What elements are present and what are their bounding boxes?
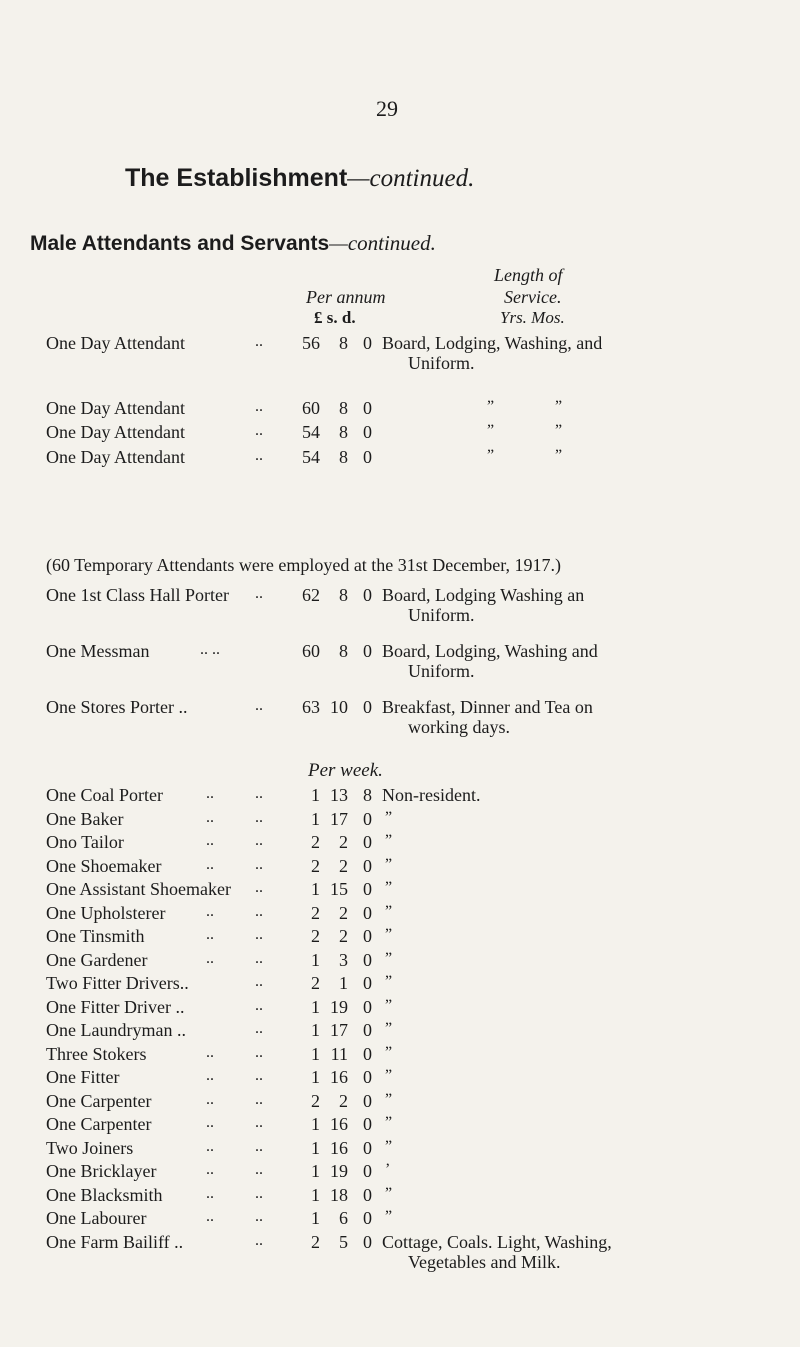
row-remark: Cottage, Coals. Light, Washing, bbox=[382, 1231, 612, 1252]
leader-dots: .. bbox=[255, 1161, 263, 1178]
row-amount-l: 1 bbox=[311, 1114, 320, 1134]
ditto-mark: ” bbox=[385, 879, 393, 896]
ditto-mark: ” bbox=[385, 902, 393, 920]
heading-continued: —continued. bbox=[347, 165, 475, 192]
row-amount bbox=[290, 856, 372, 877]
row-remark-cont: Uniform. bbox=[408, 605, 475, 625]
row-amount bbox=[290, 1114, 372, 1135]
ditto-mark: ” bbox=[555, 422, 563, 439]
row-amount-l: 2 bbox=[311, 973, 320, 993]
row-amount-l: 2 bbox=[311, 1090, 320, 1111]
row-amount-s: 16 bbox=[330, 1114, 348, 1134]
row-amount-l: 1 bbox=[311, 808, 320, 829]
row-amount-l: 1 bbox=[311, 1067, 320, 1087]
header-yrs-mos: Yrs. Mos. bbox=[500, 308, 565, 327]
row-amount-l: 63 bbox=[302, 697, 320, 717]
row-amount-d: 0 bbox=[363, 1161, 372, 1181]
ditto-mark: ” bbox=[385, 808, 393, 826]
row-amount-s: 3 bbox=[339, 949, 348, 970]
row-amount-l: 1 bbox=[311, 785, 320, 805]
row-amount bbox=[290, 1161, 372, 1182]
ditto-mark: ” bbox=[555, 447, 563, 464]
page-number: 29 bbox=[376, 96, 398, 121]
row-amount-l: 1 bbox=[311, 1184, 320, 1205]
leader-dots: .. bbox=[255, 1114, 263, 1131]
row-name: Three Stokers bbox=[46, 1043, 147, 1064]
row-name: One Upholsterer bbox=[46, 902, 166, 923]
row-name: One Messman bbox=[46, 641, 150, 661]
leader-dots: .. bbox=[206, 1208, 214, 1225]
leader-dots: .. bbox=[255, 447, 263, 464]
ditto-mark: ” bbox=[385, 1090, 393, 1108]
leader-dots: .. bbox=[255, 398, 263, 415]
leader-dots: .. .. bbox=[200, 641, 220, 658]
row-amount bbox=[290, 809, 372, 830]
row-amount-d: 0 bbox=[363, 641, 372, 661]
row-remark-cont: Uniform. bbox=[408, 661, 475, 681]
leader-dots: .. bbox=[206, 1161, 214, 1178]
row-amount-s: 5 bbox=[339, 1231, 348, 1252]
row-remark: Breakfast, Dinner and Tea on bbox=[382, 697, 593, 717]
row-amount-l: 54 bbox=[302, 447, 320, 467]
leader-dots: .. bbox=[255, 422, 263, 439]
row-amount-l: 60 bbox=[302, 641, 320, 661]
leader-dots: .. bbox=[255, 1020, 263, 1037]
row-amount-s: 18 bbox=[330, 1184, 348, 1205]
leader-dots: .. bbox=[255, 879, 263, 896]
leader-dots: .. bbox=[206, 1067, 214, 1084]
row-amount-d: 0 bbox=[363, 1020, 372, 1040]
row-amount bbox=[290, 333, 372, 354]
row-amount-s: 6 bbox=[339, 1208, 348, 1228]
leader-dots: .. bbox=[255, 973, 263, 990]
leader-dots: .. bbox=[255, 832, 263, 849]
ditto-mark: ” bbox=[555, 398, 563, 415]
row-amount bbox=[290, 1020, 372, 1041]
row-amount bbox=[290, 1185, 372, 1206]
leader-dots: .. bbox=[206, 902, 214, 920]
row-amount bbox=[290, 973, 372, 994]
leader-dots: .. bbox=[255, 949, 263, 967]
row-amount-s: 1 bbox=[339, 973, 348, 993]
leader-dots: .. bbox=[255, 1208, 263, 1225]
row-name: Two Joiners bbox=[46, 1137, 134, 1158]
ditto-mark: ’ bbox=[385, 1161, 391, 1178]
ditto-mark: ” bbox=[385, 1067, 393, 1084]
row-name: One Carpenter bbox=[46, 1114, 152, 1134]
row-amount-d: 0 bbox=[363, 996, 372, 1017]
ditto-mark: ” bbox=[385, 1114, 393, 1131]
row-amount-d: 0 bbox=[363, 422, 372, 442]
leader-dots: .. bbox=[206, 855, 214, 873]
row-remark-cont: Uniform. bbox=[408, 353, 475, 373]
section-heading bbox=[30, 231, 436, 256]
leader-dots: .. bbox=[255, 697, 263, 714]
leader-dots: .. bbox=[255, 855, 263, 873]
row-amount-d: 0 bbox=[363, 1137, 372, 1158]
ditto-mark: ” bbox=[487, 447, 495, 464]
row-amount-d: 0 bbox=[363, 398, 372, 418]
row-amount-s: 8 bbox=[339, 585, 348, 605]
row-amount-d: 0 bbox=[363, 585, 372, 605]
row-amount-l: 54 bbox=[302, 422, 320, 442]
row-amount bbox=[290, 879, 372, 900]
row-amount-l: 2 bbox=[311, 855, 320, 876]
row-amount-l: 60 bbox=[302, 398, 320, 418]
row-name: One Blacksmith bbox=[46, 1184, 163, 1205]
header-per-annum: Per annum bbox=[306, 287, 386, 307]
leader-dots: .. bbox=[255, 1090, 263, 1108]
row-amount bbox=[290, 1138, 372, 1159]
row-amount-s: 19 bbox=[330, 1161, 348, 1181]
row-name: One Day Attendant bbox=[46, 333, 185, 353]
ditto-mark: ” bbox=[487, 398, 495, 415]
row-amount-d: 0 bbox=[363, 949, 372, 970]
row-amount-d: 0 bbox=[363, 1090, 372, 1111]
leader-dots: .. bbox=[255, 785, 263, 802]
row-amount-s: 17 bbox=[330, 1020, 348, 1040]
row-name: One Fitter bbox=[46, 1067, 120, 1087]
row-amount-l: 1 bbox=[311, 1020, 320, 1040]
row-amount-l: 1 bbox=[311, 1161, 320, 1181]
ditto-mark: ” bbox=[385, 926, 393, 943]
row-amount-d: 8 bbox=[363, 785, 372, 805]
row-remark: Board, Lodging, Washing, and bbox=[382, 333, 603, 353]
row-amount-s: 2 bbox=[339, 1090, 348, 1111]
ditto-mark: ” bbox=[385, 1208, 393, 1225]
row-name: One Gardener bbox=[46, 949, 148, 970]
row-amount-s: 19 bbox=[330, 996, 348, 1017]
row-amount-s: 16 bbox=[330, 1137, 348, 1158]
ditto-mark: ” bbox=[385, 996, 393, 1014]
heading-main: The Establishment bbox=[125, 164, 348, 192]
row-amount-l: 1 bbox=[311, 1208, 320, 1228]
row-amount-d: 0 bbox=[363, 902, 372, 923]
row-name: One Stores Porter .. bbox=[46, 697, 188, 717]
row-name: One Farm Bailiff .. bbox=[46, 1231, 184, 1252]
row-amount-d: 0 bbox=[363, 1114, 372, 1134]
ditto-mark: ” bbox=[487, 422, 495, 439]
row-amount-d: 0 bbox=[363, 926, 372, 946]
row-amount-d: 0 bbox=[363, 447, 372, 467]
row-amount bbox=[290, 1044, 372, 1065]
leader-dots: .. bbox=[255, 585, 263, 602]
row-amount-d: 0 bbox=[363, 1043, 372, 1064]
row-name: One Day Attendant bbox=[46, 447, 185, 467]
row-name: One Tinsmith bbox=[46, 926, 145, 946]
row-amount bbox=[290, 997, 372, 1018]
leader-dots: .. bbox=[206, 949, 214, 967]
row-amount-l: 2 bbox=[311, 902, 320, 923]
row-name: Two Fitter Drivers.. bbox=[46, 973, 189, 993]
row-name: One Baker bbox=[46, 808, 124, 829]
row-remark: Board, Lodging, Washing and bbox=[382, 641, 598, 661]
leader-dots: .. bbox=[206, 785, 214, 802]
row-remark-cont: working days. bbox=[408, 717, 510, 737]
row-amount-s: 17 bbox=[330, 808, 348, 829]
leader-dots: .. bbox=[206, 808, 214, 826]
ditto-mark: ” bbox=[385, 1043, 393, 1061]
row-amount bbox=[290, 1091, 372, 1112]
leader-dots: .. bbox=[255, 902, 263, 920]
leader-dots: .. bbox=[255, 1231, 263, 1249]
row-amount-s: 10 bbox=[330, 697, 348, 717]
leader-dots: .. bbox=[206, 1043, 214, 1061]
row-remark: Board, Lodging Washing an bbox=[382, 585, 585, 605]
leader-dots: .. bbox=[255, 996, 263, 1014]
header-lsd: £ s. d. bbox=[314, 308, 356, 327]
ditto-mark: ” bbox=[385, 1184, 393, 1202]
leader-dots: .. bbox=[206, 1137, 214, 1155]
leader-dots: .. bbox=[255, 1184, 263, 1202]
row-amount bbox=[290, 926, 372, 947]
row-amount bbox=[290, 641, 372, 662]
row-name: One Fitter Driver .. bbox=[46, 996, 185, 1017]
row-amount-l: 1 bbox=[311, 1137, 320, 1158]
leader-dots: .. bbox=[206, 1114, 214, 1131]
row-amount-l: 1 bbox=[311, 949, 320, 970]
row-remark: Non-resident. bbox=[382, 785, 481, 805]
row-amount-l: 2 bbox=[311, 926, 320, 946]
row-amount-l: 1 bbox=[311, 1043, 320, 1064]
row-name: One Bricklayer bbox=[46, 1161, 157, 1181]
row-amount-d: 0 bbox=[363, 697, 372, 717]
row-name: One Coal Porter bbox=[46, 785, 163, 805]
row-amount-l: 2 bbox=[311, 832, 320, 852]
leader-dots: .. bbox=[206, 926, 214, 943]
section-heading-continued: —continued. bbox=[329, 231, 436, 255]
row-amount bbox=[290, 832, 372, 853]
leader-dots: .. bbox=[255, 1137, 263, 1155]
ditto-mark: ” bbox=[385, 949, 393, 967]
ditto-mark: ” bbox=[385, 832, 393, 849]
row-amount bbox=[290, 785, 372, 806]
leader-dots: .. bbox=[206, 832, 214, 849]
header-length-of: Length of bbox=[494, 265, 563, 285]
row-amount-d: 0 bbox=[363, 1067, 372, 1087]
section-heading-main: Male Attendants and Servants bbox=[30, 232, 330, 255]
row-amount-s: 2 bbox=[339, 902, 348, 923]
leader-dots: .. bbox=[255, 808, 263, 826]
row-amount bbox=[290, 950, 372, 971]
row-name: One Shoemaker bbox=[46, 855, 162, 876]
ditto-mark: ” bbox=[385, 855, 393, 873]
row-amount-s: 13 bbox=[330, 785, 348, 805]
row-name: One Day Attendant bbox=[46, 422, 185, 442]
row-amount-d: 0 bbox=[363, 1184, 372, 1205]
page-heading bbox=[125, 164, 474, 193]
row-amount-l: 56 bbox=[302, 333, 320, 353]
row-amount-l: 62 bbox=[302, 585, 320, 605]
row-amount-s: 2 bbox=[339, 855, 348, 876]
row-amount-s: 8 bbox=[339, 398, 348, 418]
row-amount-d: 0 bbox=[363, 333, 372, 353]
row-amount bbox=[290, 585, 372, 606]
row-amount-s: 8 bbox=[339, 447, 348, 467]
row-amount-d: 0 bbox=[363, 855, 372, 876]
ditto-mark: ” bbox=[385, 973, 393, 990]
row-amount-s: 2 bbox=[339, 832, 348, 852]
leader-dots: .. bbox=[255, 926, 263, 943]
row-amount-d: 0 bbox=[363, 973, 372, 993]
row-amount-d: 0 bbox=[363, 808, 372, 829]
row-amount bbox=[290, 1232, 372, 1253]
leader-dots: .. bbox=[255, 1067, 263, 1084]
leader-dots: .. bbox=[206, 1090, 214, 1108]
row-amount-l: 2 bbox=[311, 1231, 320, 1252]
row-amount bbox=[290, 1067, 372, 1088]
row-amount-s: 2 bbox=[339, 926, 348, 946]
leader-dots: .. bbox=[206, 1184, 214, 1202]
row-name: One Labourer bbox=[46, 1208, 147, 1228]
temporary-attendants-note: (60 Temporary Attendants were employed at the 31st December, 1917.) bbox=[46, 555, 562, 575]
row-name: One 1st Class Hall Porter bbox=[46, 585, 229, 605]
ditto-mark: ” bbox=[385, 1137, 393, 1155]
row-name: Ono Tailor bbox=[46, 832, 124, 852]
leader-dots: .. bbox=[255, 333, 263, 350]
row-amount-s: 8 bbox=[339, 422, 348, 442]
row-amount bbox=[290, 697, 372, 718]
row-amount-s: 8 bbox=[339, 333, 348, 353]
row-amount bbox=[290, 398, 372, 419]
row-amount bbox=[290, 903, 372, 924]
row-amount-l: 1 bbox=[311, 996, 320, 1017]
row-name: One Laundryman .. bbox=[46, 1020, 186, 1040]
row-amount-d: 0 bbox=[363, 1231, 372, 1252]
header-service: Service. bbox=[504, 287, 562, 307]
row-amount-d: 0 bbox=[363, 832, 372, 852]
row-amount-l: 1 bbox=[311, 879, 320, 899]
row-amount bbox=[290, 1208, 372, 1229]
header-per-week: Per week. bbox=[308, 760, 383, 781]
row-amount bbox=[290, 447, 372, 468]
leader-dots: .. bbox=[255, 1043, 263, 1061]
row-name: One Day Attendant bbox=[46, 398, 185, 418]
row-amount-s: 15 bbox=[330, 879, 348, 899]
ditto-mark: ” bbox=[385, 1020, 393, 1037]
row-amount bbox=[290, 422, 372, 443]
row-amount-s: 16 bbox=[330, 1067, 348, 1087]
row-amount-d: 0 bbox=[363, 1208, 372, 1228]
row-name: One Assistant Shoemaker bbox=[46, 879, 231, 899]
row-name: One Carpenter bbox=[46, 1090, 152, 1111]
row-amount-d: 0 bbox=[363, 879, 372, 899]
row-amount-s: 8 bbox=[339, 641, 348, 661]
row-remark-cont: Vegetables and Milk. bbox=[408, 1251, 561, 1272]
row-amount-s: 11 bbox=[330, 1043, 348, 1064]
